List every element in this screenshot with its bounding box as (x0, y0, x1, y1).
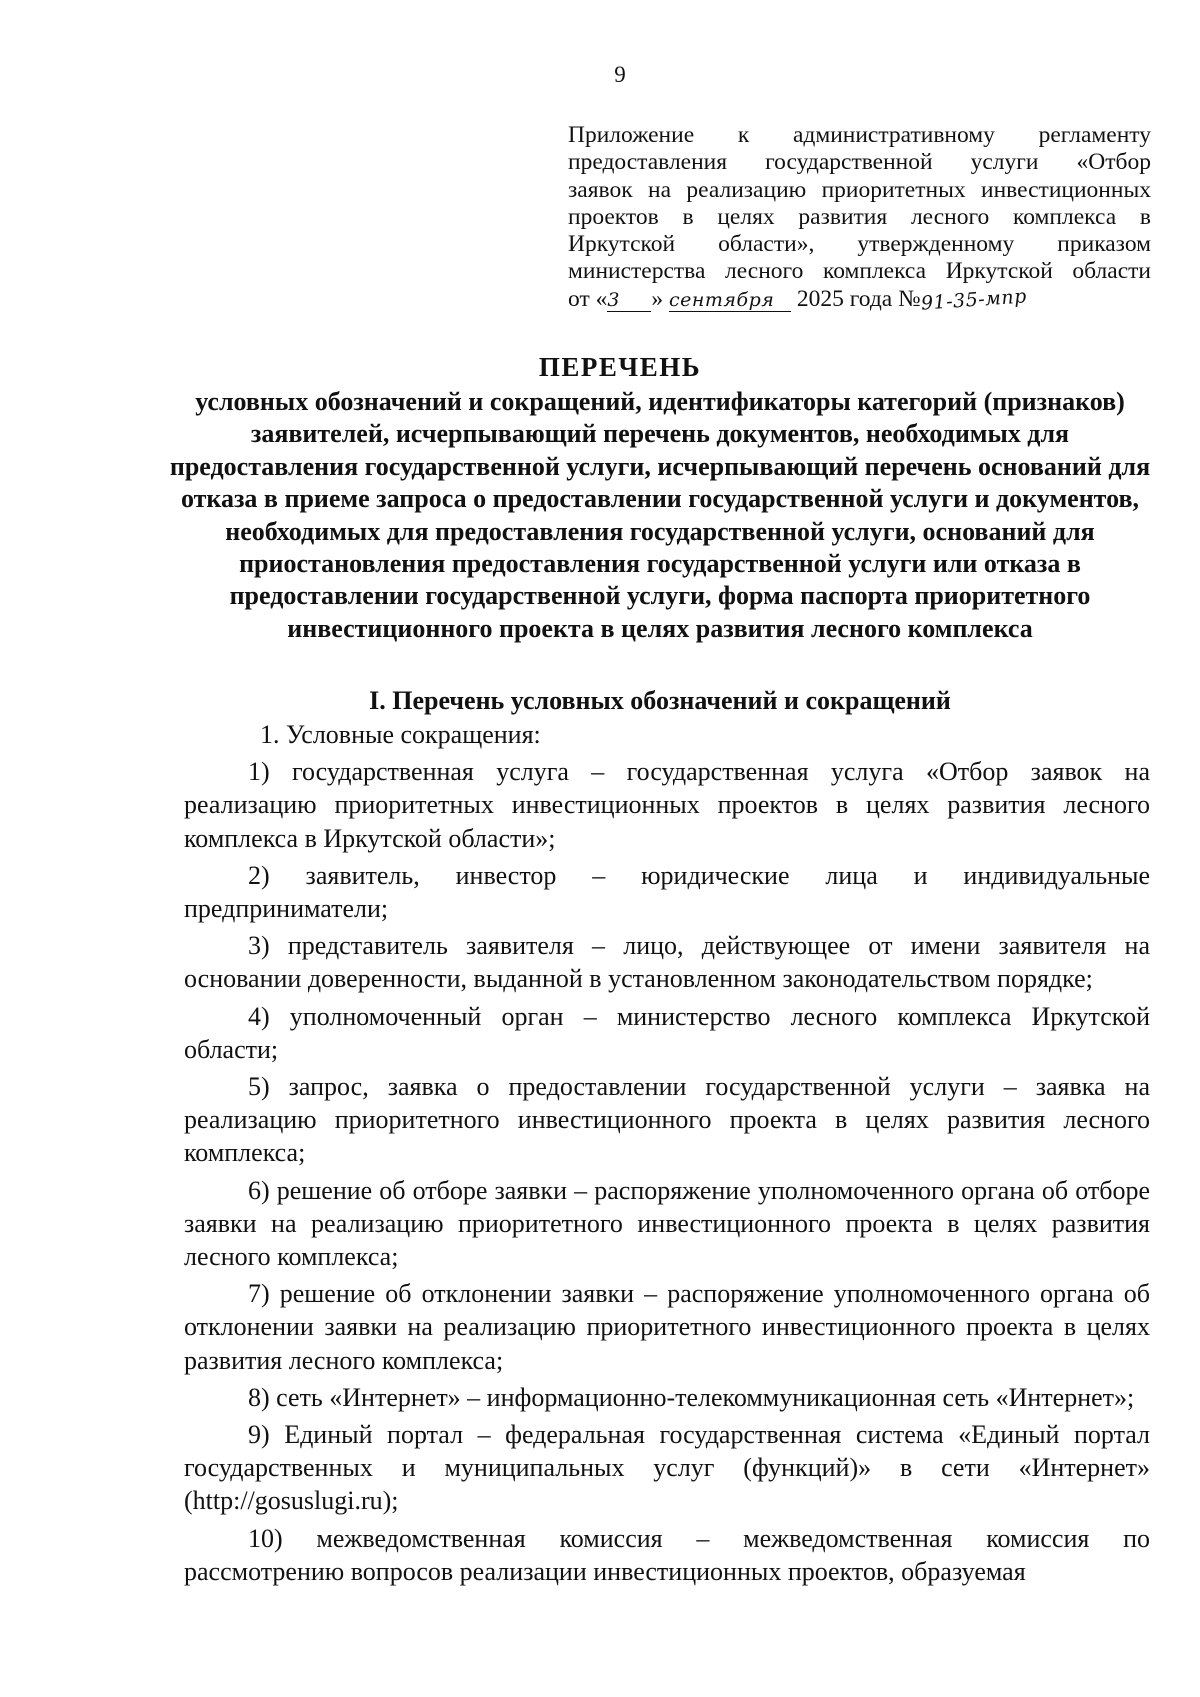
appendix-date-line (568, 286, 1151, 314)
list-item: 6) решение об отборе заявки – распоряжение уполномоченного органа об отборе заявки на реализацию приоритетного инвестиционного проекта в целях развития лесного комплекса; (184, 1175, 1150, 1272)
date-month-handwritten: сентября (669, 289, 791, 312)
section-title: I. Перечень условных обозначений и сокращений (369, 686, 951, 715)
document-title: ПЕРЕЧЕНЬ (538, 352, 702, 382)
list-item: 1) государственная услуга – государственная услуга «Отбор заявок на реализацию приоритетных инвестиционных проектов в целях развития лесного комплекса в Иркутской области»; (184, 757, 1150, 853)
list-item: 5) запрос, заявка о предоставлении государственной услуги – заявка на реализацию приоритетного инвестиционного проекта в целях развития лесного комплекса; (184, 1072, 1150, 1168)
list-item: 9) Единый портал – федеральная государственная система «Единый портал государственных и муниципальных услуг (функций)» в сети «Интернет» (http://gosuslugi.ru); (184, 1420, 1150, 1516)
page-number: 9 (614, 62, 626, 87)
list-item: 2) заявитель, инвестор – юридические лица и индивидуальные предприниматели; (184, 860, 1150, 924)
list-item: 10) межведомственная комиссия – межведомственная комиссия по рассмотрению вопросов реализации инвестиционных проектов, образуемая (184, 1523, 1150, 1586)
appendix-line: Иркутской области», утвержденному приказом (568, 231, 1151, 258)
list-item: 7) решение об отклонении заявки – распоряжение уполномоченного органа об отклонении заявки на реализацию приоритетного инвестиционного проекта в целях развития лесного комплекса; (184, 1279, 1150, 1375)
date-year: 2025 года № (790, 285, 921, 312)
appendix-line: Приложение к административному регламенту (568, 122, 1151, 148)
list-item: 3) представитель заявителя – лицо, действующее от имени заявителя на основании доверенности, выданной в установленном законодательством порядке; (184, 931, 1150, 994)
order-number-handwritten: 91-35-мпр (919, 285, 1027, 315)
appendix-line: предоставления государственной услуги «Отбор (568, 149, 1151, 176)
appendix-header (568, 122, 1151, 314)
date-mid: » (651, 285, 664, 312)
list-item: 8) сеть «Интернет» – информационно-телекоммуникационная сеть «Интернет»; (248, 1382, 1135, 1412)
intro-paragraph: 1. Условные сокращения: (260, 720, 541, 749)
body-text (184, 718, 1150, 1588)
date-prefix: от « (568, 285, 608, 312)
appendix-line: заявок на реализацию приоритетных инвестиционных (568, 176, 1151, 203)
list-item: 4) уполномоченный орган – министерство лесного комплекса Иркутской области; (184, 1001, 1150, 1064)
appendix-line: министерства лесного комплекса Иркутской области (568, 258, 1151, 285)
document-subtitle: условных обозначений и сокращений, идентификаторы категорий (признаков) заявителей, исчерпывающий перечень документов, необходимых для предоставления государственной услуги, исчерпывающий перечень оснований для отказа в приеме запроса о предоставлении государственной услуги и документов, необходимых для предоставления государственной услуги, оснований для приостановления предоставления государственной услуги или отказа в предоставлении государственной услуги, форма паспорта приоритетного инвестиционного проекта в целях развития лесного комплекса (169, 387, 1151, 643)
appendix-line: проектов в целях развития лесного комплекса в (568, 203, 1151, 230)
date-day-handwritten: 3 (607, 289, 651, 312)
